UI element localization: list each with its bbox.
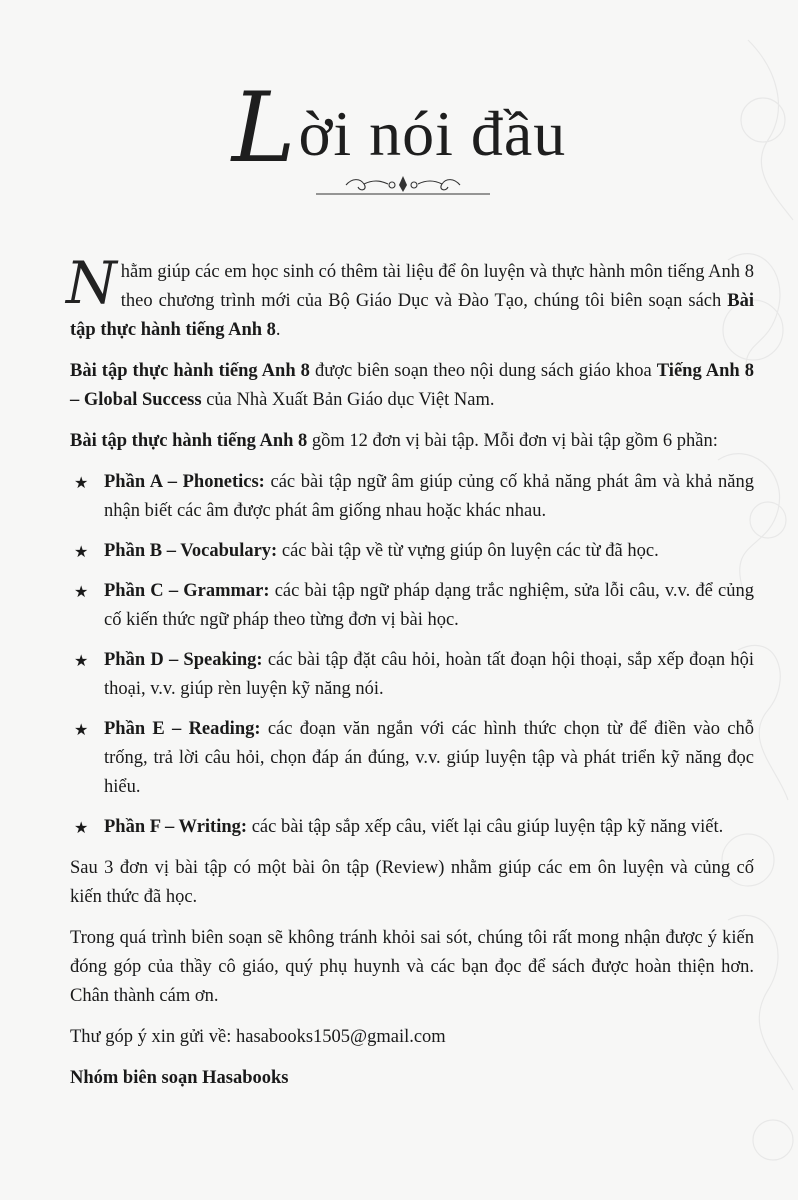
part-desc: các bài tập đặt câu hỏi, hoàn tất đoạn hội thoại, sắp xếp đoạn hội thoại, v.v. giúp rèn luyện kỹ năng nói.: [104, 650, 754, 699]
part-desc: các đoạn văn ngắn với các hình thức chọn từ để điền vào chỗ trống, trả lời câu hỏi, chọn đáp án đúng, v.v. giúp luyện tập và phát triển kỹ năng đọc hiểu.: [104, 719, 754, 797]
star-icon: ★: [74, 818, 89, 837]
part-label: Phần D – Speaking:: [104, 650, 263, 670]
part-desc: các bài tập về từ vựng giúp ôn luyện các từ đã học.: [277, 541, 659, 561]
part-label: Phần F – Writing:: [104, 817, 248, 837]
textbook-name: Tiếng Anh 8 – Global Success: [70, 361, 754, 410]
part-desc: các bài tập sắp xếp câu, viết lại câu giúp luyện tập kỹ năng viết.: [247, 817, 724, 837]
star-icon: ★: [74, 582, 89, 601]
source-paragraph: [70, 357, 754, 415]
title-ornament: [316, 172, 490, 200]
part-label: Phần B – Vocabulary:: [104, 541, 278, 561]
part-desc: các bài tập ngữ âm giúp củng cố khả năng phát âm và khả năng nhận biết các âm được phát âm giống nhau hoặc khác nhau.: [104, 472, 754, 521]
list-item: [70, 813, 754, 842]
book-name-2: Bài tập thực hành tiếng Anh 8: [70, 361, 310, 381]
intro-text: hằm giúp các em học sinh có thêm tài liệu để ôn luyện và thực hành môn tiếng Anh 8 theo chương trình mới của Bộ Giáo Dục và Đào Tạo, chúng tôi biên soạn sách: [120, 262, 754, 311]
structure-paragraph: [70, 427, 754, 456]
page-title: [231, 72, 567, 184]
list-item: [70, 577, 754, 635]
intro-paragraph: [66, 249, 754, 345]
structure-text: gồm 12 đơn vị bài tập. Mỗi đơn vị bài tập gồm 6 phần:: [307, 431, 718, 451]
preface-body: [66, 249, 754, 1105]
source-text-2: của Nhà Xuất Bản Giáo dục Việt Nam.: [201, 390, 495, 410]
contact-line: Thư góp ý xin gửi về: hasabooks1505@gmail.com: [70, 1027, 446, 1047]
title-initial: L: [231, 72, 297, 184]
book-name: Bài tập thực hành tiếng Anh 8: [70, 291, 754, 340]
list-item: [70, 715, 754, 802]
star-icon: ★: [74, 542, 89, 561]
part-label: Phần E – Reading:: [104, 719, 261, 739]
list-item: [70, 646, 754, 704]
part-label: Phần A – Phonetics:: [104, 472, 265, 492]
parts-list: [70, 468, 754, 842]
list-item: [70, 468, 754, 526]
drop-cap: N: [66, 249, 117, 317]
source-text-1: được biên soạn theo nội dung sách giáo khoa: [309, 361, 657, 381]
thanks-paragraph: Trong quá trình biên soạn sẽ không tránh khỏi sai sót, chúng tôi rất mong nhận được ý kiến đóng góp của thầy cô giáo, quý phụ huynh và các bạn đọc để sách được hoàn thiện hơn. Chân thành cám ơn.: [70, 928, 754, 1006]
part-label: Phần C – Grammar:: [104, 581, 270, 601]
review-paragraph: Sau 3 đơn vị bài tập có một bài ôn tập (Review) nhằm giúp các em ôn luyện và củng cố kiến thức đã học.: [70, 858, 754, 907]
signature: Nhóm biên soạn Hasabooks: [70, 1068, 289, 1088]
book-name-3: Bài tập thực hành tiếng Anh 8: [70, 431, 308, 451]
star-icon: ★: [74, 473, 89, 492]
title-rest: ời nói đầu: [298, 98, 567, 169]
star-icon: ★: [74, 720, 89, 739]
star-icon: ★: [74, 651, 89, 670]
part-desc: các bài tập ngữ pháp dạng trắc nghiệm, sửa lỗi câu, v.v. để củng cố kiến thức ngữ pháp theo từng đơn vị bài học.: [104, 581, 754, 630]
intro-end: .: [275, 320, 281, 340]
list-item: [70, 537, 754, 566]
